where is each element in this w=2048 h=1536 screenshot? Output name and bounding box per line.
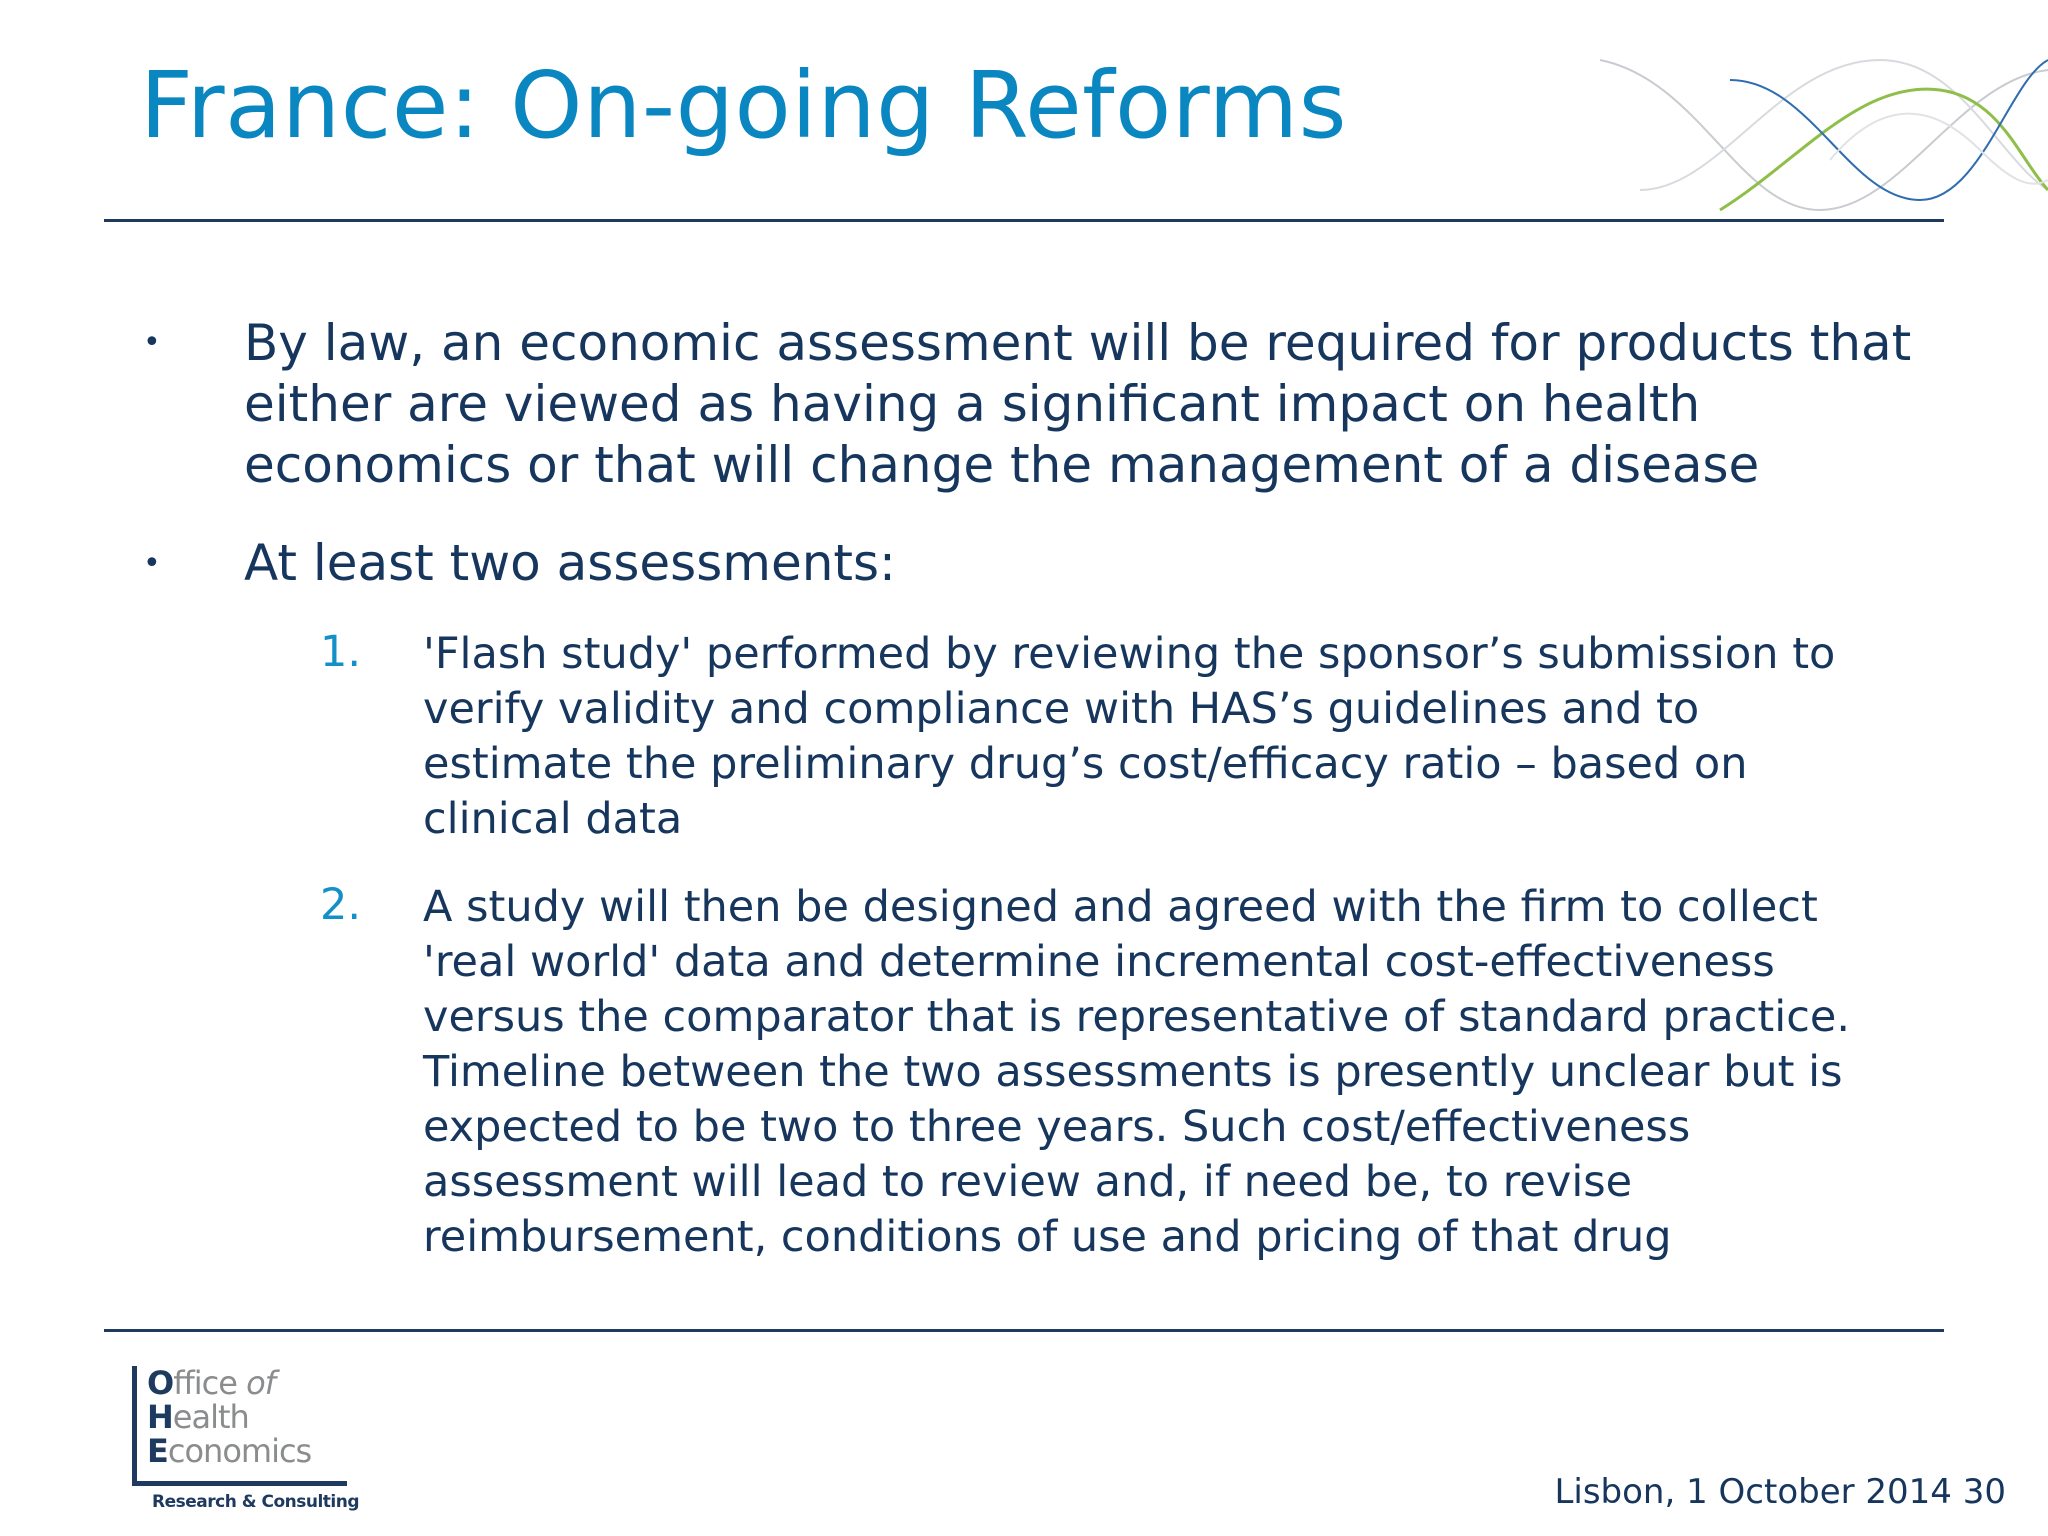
numbered-line: 'real world' data and determine incremental cost-effectiveness (423, 937, 1775, 987)
numbered-line: expected to be two to three years. Such cost/effectiveness (423, 1102, 1691, 1152)
list-number: 2. (320, 880, 362, 930)
bullet-line: economics or that will change the management of a disease (244, 436, 1760, 494)
footer-date-page: Lisbon, 1 October 2014 30 (1554, 1472, 2006, 1512)
bullet-text (244, 313, 1984, 496)
numbered-line: assessment will lead to review and, if need be, to revise (423, 1157, 1633, 1207)
logo-bar-horizontal (132, 1481, 347, 1486)
decorative-wave-graphic (1580, 40, 2048, 230)
bottom-divider (104, 1329, 1944, 1332)
numbered-line: versus the comparator that is representative of standard practice. (423, 992, 1850, 1042)
numbered-line: estimate the preliminary drug’s cost/efficacy ratio – based on (423, 739, 1748, 789)
bullet-text (244, 533, 1984, 594)
bullet-line: either are viewed as having a significant impact on health (244, 375, 1701, 433)
top-divider (104, 219, 1944, 222)
logo-bar-vertical (132, 1366, 137, 1486)
logo-tagline: Research & Consulting (152, 1492, 359, 1512)
ohe-logo (132, 1364, 359, 1516)
slide-title: France: On-going Reforms (140, 52, 1348, 159)
bullet-marker: • (143, 546, 161, 581)
numbered-item-text (423, 627, 1983, 847)
numbered-line: clinical data (423, 794, 683, 844)
logo-line-office: Office of (147, 1364, 275, 1402)
numbered-line: A study will then be designed and agreed with the firm to collect (423, 882, 1818, 932)
numbered-line: 'Flash study' performed by reviewing the sponsor’s submission to (423, 629, 1836, 679)
bullet-marker: • (143, 325, 161, 360)
bullet-line: By law, an economic assessment will be required for products that (244, 314, 1912, 372)
numbered-line: verify validity and compliance with HAS’s guidelines and to (423, 684, 1700, 734)
logo-line-health: Health (147, 1398, 249, 1436)
bullet-line: At least two assessments: (244, 534, 896, 592)
numbered-line: reimbursement, conditions of use and pricing of that drug (423, 1212, 1672, 1262)
logo-line-economics: Economics (147, 1432, 312, 1470)
numbered-line: Timeline between the two assessments is presently unclear but is (423, 1047, 1843, 1097)
list-number: 1. (320, 627, 362, 677)
numbered-item-text (423, 880, 1983, 1265)
